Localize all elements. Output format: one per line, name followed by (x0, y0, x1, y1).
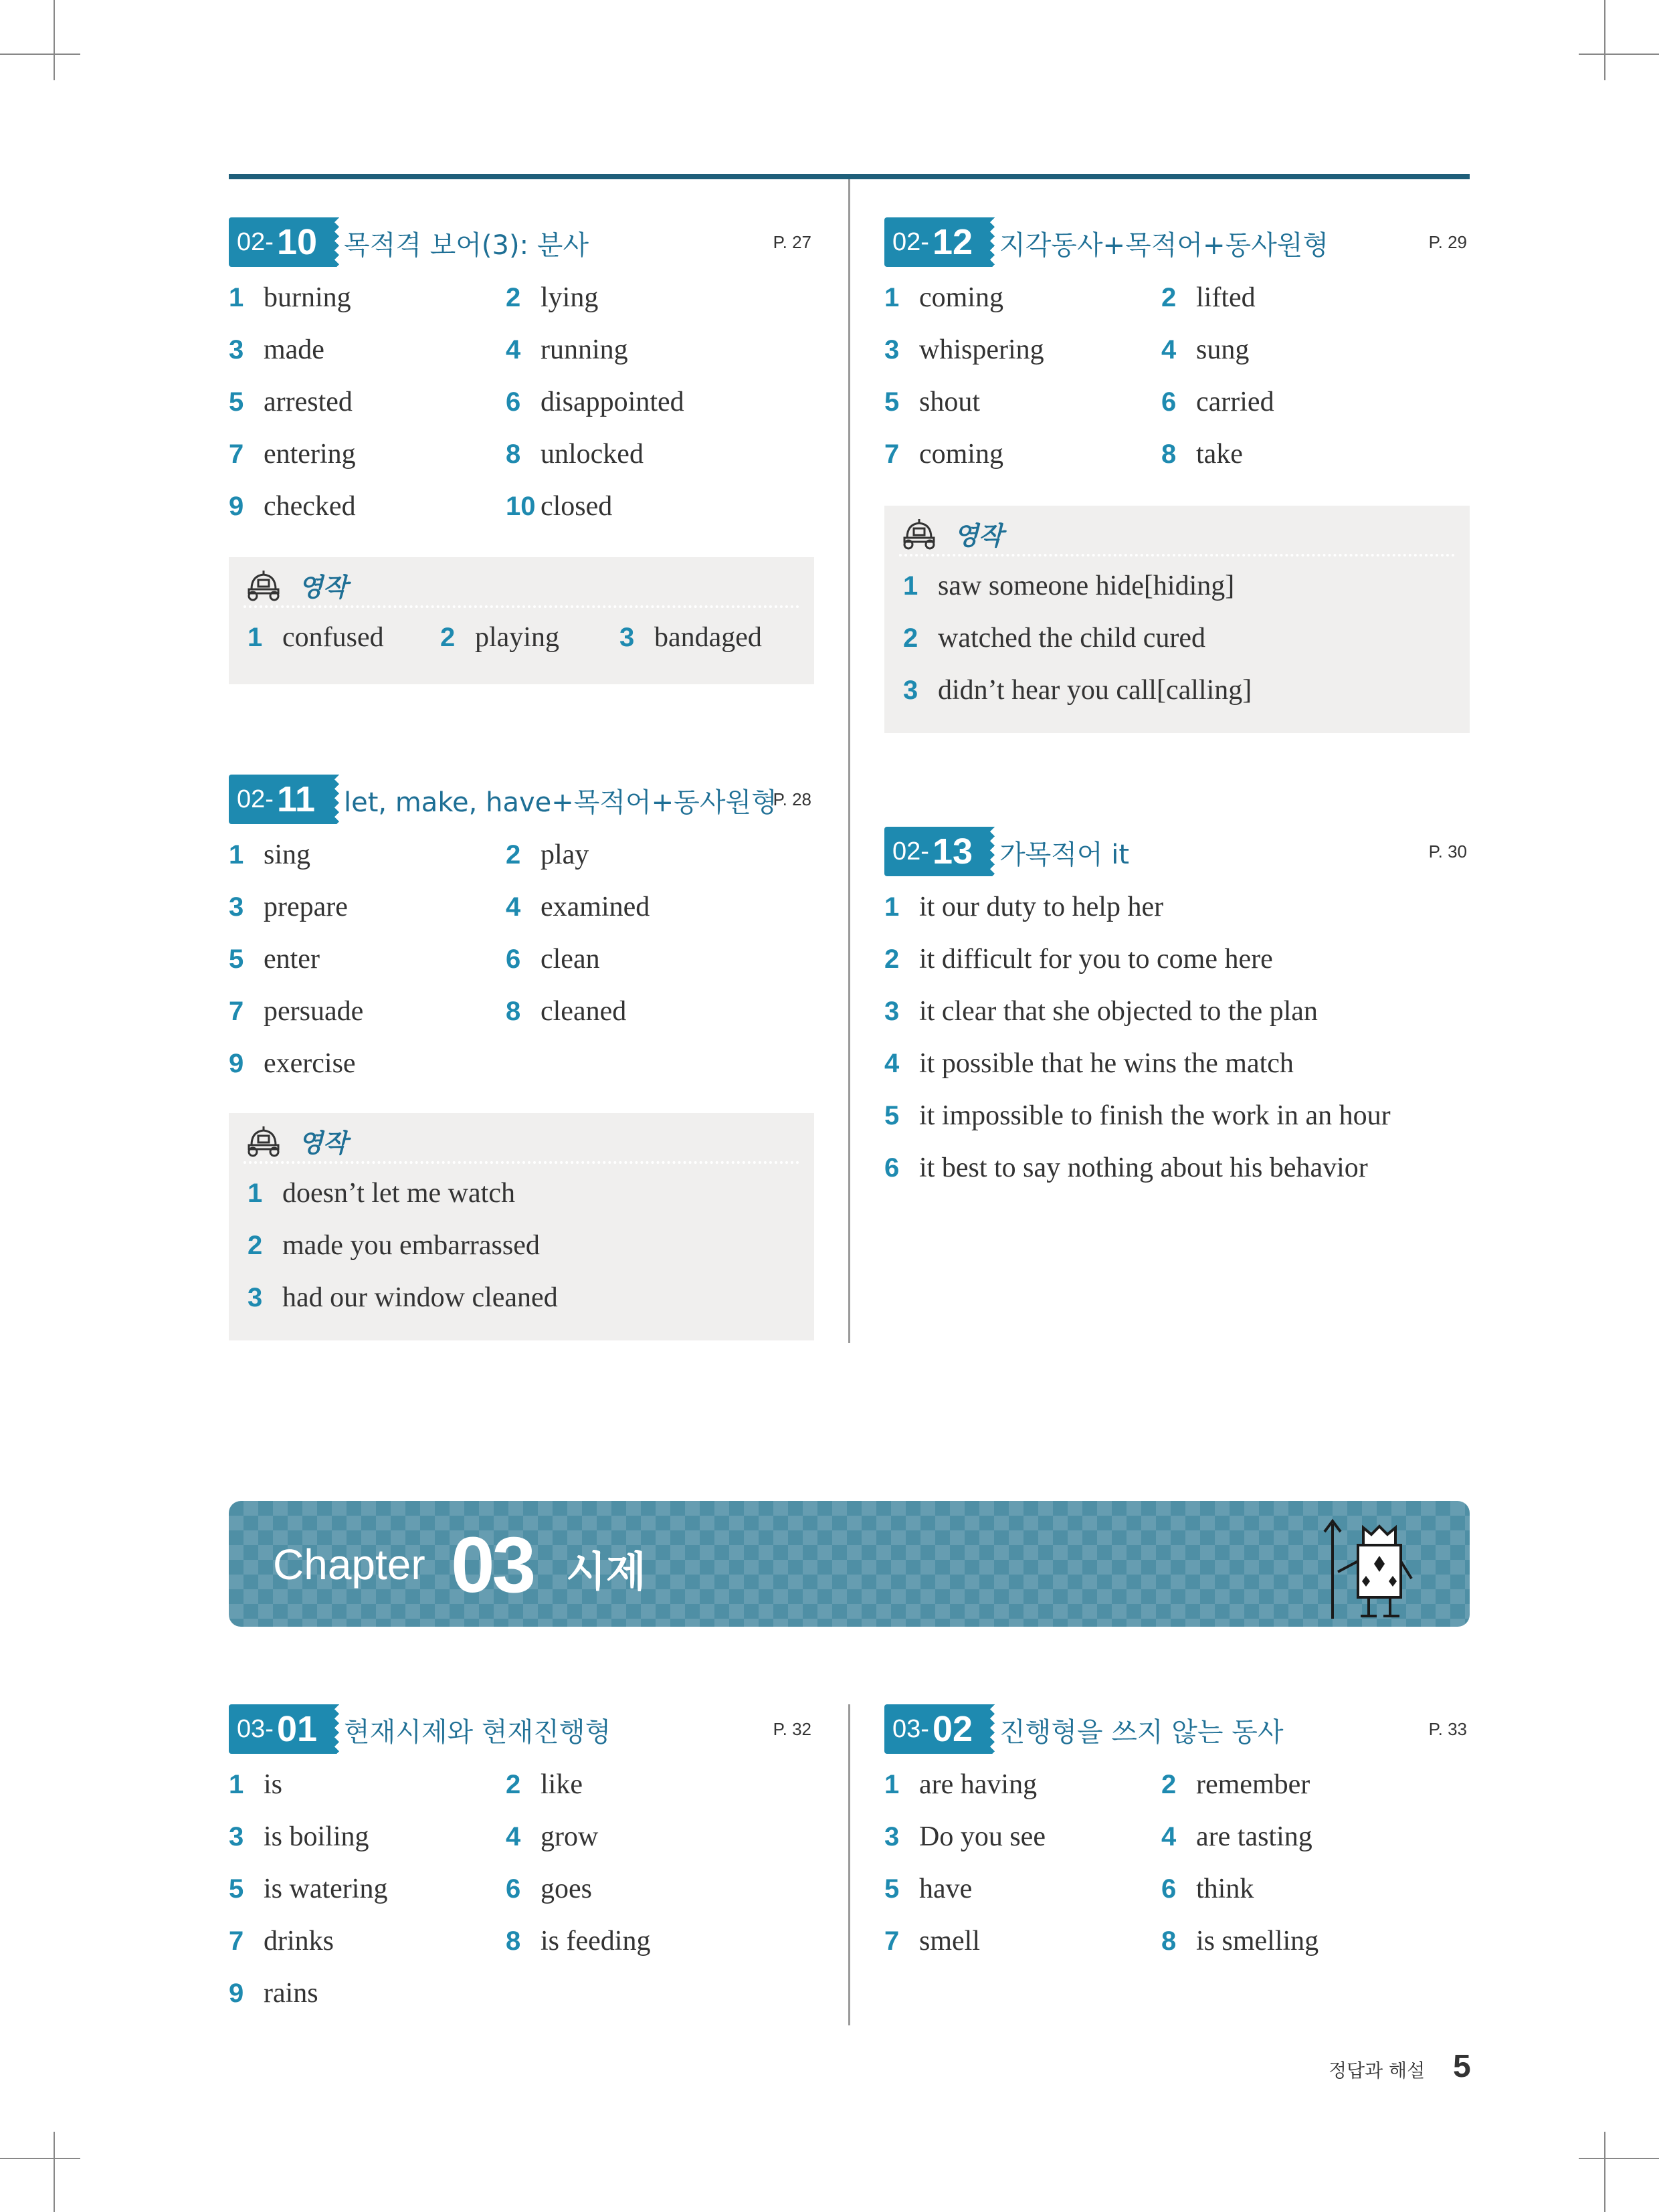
badge-prefix: 03- (892, 1715, 929, 1743)
answer-item (229, 490, 356, 530)
crop-mark (0, 54, 80, 55)
answer-list (884, 891, 1470, 1212)
answer-number: 4 (506, 892, 521, 922)
section-02-12 (884, 217, 1470, 706)
answer-number: 3 (903, 676, 918, 705)
chapter-number: 03 (451, 1521, 534, 1609)
answer-text: it clear that she objected to the plan (919, 996, 1318, 1027)
answer-item (506, 1769, 583, 1809)
page-reference: P. 27 (773, 232, 811, 252)
answer-number: 3 (248, 1283, 263, 1312)
section-badge (229, 1704, 334, 1754)
answer-item (506, 438, 644, 478)
answer-text: Do you see (919, 1821, 1046, 1852)
answer-item (1161, 1873, 1254, 1913)
composition-label: 영작 (954, 521, 1003, 550)
badge-notch (990, 827, 999, 876)
answer-text: play (541, 839, 589, 870)
answer-text: arrested (264, 387, 353, 417)
answer-text: is feeding (541, 1926, 651, 1956)
page-number: 5 (1453, 2049, 1471, 2084)
answer-item (884, 1769, 1037, 1809)
answer-text: clean (541, 944, 600, 975)
answer-number: 4 (1161, 1822, 1177, 1851)
answer-text: rains (264, 1978, 318, 2009)
answer-text: is watering (264, 1874, 388, 1904)
answer-number: 6 (506, 387, 521, 417)
answer-number: 5 (884, 387, 900, 417)
answer-number: 3 (884, 997, 900, 1026)
answer-item (506, 839, 589, 879)
answer-item (884, 1821, 1046, 1861)
answer-item (506, 334, 628, 374)
composition-item (903, 622, 1205, 662)
badge-prefix: 03- (237, 1715, 274, 1743)
answer-number: 9 (229, 492, 244, 521)
answer-number: 2 (248, 1231, 263, 1260)
crop-mark (0, 2158, 80, 2159)
answer-text: goes (541, 1874, 592, 1904)
composition-item (248, 1229, 540, 1270)
column-divider (848, 179, 850, 1343)
answer-item (506, 943, 600, 983)
column-divider (848, 1704, 850, 2025)
answer-text: checked (264, 491, 356, 522)
answer-item (229, 995, 363, 1035)
section-03-01 (229, 1704, 814, 2023)
badge-number: 02 (933, 1709, 973, 1749)
answer-text: exercise (264, 1048, 356, 1079)
composition-item (248, 621, 384, 662)
answer-number: 8 (1161, 1926, 1177, 1956)
answer-grid (229, 1769, 814, 2023)
composition-box (229, 557, 814, 684)
answer-number: 8 (506, 1926, 521, 1956)
badge-notch (990, 217, 999, 267)
badge-number: 11 (277, 779, 316, 819)
answer-text: playing (475, 622, 559, 653)
section-badge (229, 217, 334, 267)
answer-item (884, 1925, 980, 1965)
answer-number: 2 (506, 283, 521, 312)
composition-header (899, 514, 1455, 557)
answer-text: sing (264, 839, 311, 870)
answer-text: it difficult for you to come here (919, 944, 1273, 975)
answer-item (229, 282, 351, 322)
answer-text: bandaged (654, 622, 762, 653)
answer-item (229, 1769, 282, 1809)
answer-number: 1 (884, 892, 900, 922)
answer-text: is (264, 1769, 283, 1800)
answer-number: 6 (1161, 387, 1177, 417)
composition-box (229, 1113, 814, 1340)
answer-text: lying (541, 282, 599, 313)
chapter-banner (229, 1501, 1470, 1627)
answer-number: 6 (506, 944, 521, 974)
answer-number: 6 (1161, 1874, 1177, 1904)
answer-number: 5 (884, 1101, 900, 1130)
answer-item (1161, 334, 1249, 374)
answer-number: 3 (229, 892, 244, 922)
section-title: 진행형을 쓰지 않는 동사 (999, 1717, 1284, 1748)
answer-item (229, 1821, 369, 1861)
answer-number: 3 (884, 1822, 900, 1851)
answer-item (229, 1873, 387, 1913)
answer-text: prepare (264, 892, 348, 922)
composition-header (243, 565, 799, 608)
answer-item (506, 282, 598, 322)
chapter-title: 시제 (566, 1547, 646, 1596)
composition-item (619, 621, 762, 662)
answer-number: 5 (884, 1874, 900, 1904)
answer-number: 3 (884, 335, 900, 365)
answer-item (884, 1873, 972, 1913)
answer-number: 2 (440, 623, 456, 652)
badge-notch (990, 1704, 999, 1754)
crop-mark (1579, 2158, 1659, 2159)
answer-text: it best to say nothing about his behavior (919, 1152, 1368, 1183)
answer-item (884, 1100, 1391, 1140)
page-reference: P. 32 (773, 1719, 811, 1739)
answer-text: grow (541, 1821, 599, 1852)
answer-item (506, 1821, 598, 1861)
answer-item (506, 490, 612, 530)
section-header (884, 1704, 1470, 1754)
answer-number: 1 (248, 623, 263, 652)
answer-text: made (264, 334, 324, 365)
answer-item (884, 943, 1273, 983)
answer-grid (229, 839, 814, 1093)
answer-text: watched the child cured (938, 623, 1205, 653)
answer-text: carried (1196, 387, 1274, 417)
card-soldier-icon (1319, 1514, 1426, 1625)
answer-item (884, 891, 1163, 931)
crop-mark (54, 2132, 55, 2212)
answer-text: drinks (264, 1926, 334, 1956)
answer-text: saw someone hide[hiding] (938, 571, 1235, 601)
answer-text: closed (541, 491, 613, 522)
section-header (229, 1704, 814, 1754)
answer-text: examined (541, 892, 650, 922)
answer-number: 3 (229, 335, 244, 365)
answer-number: 4 (884, 1049, 900, 1078)
answer-number: 1 (903, 571, 918, 601)
composition-item (903, 570, 1234, 610)
answer-item (229, 1977, 318, 2017)
section-badge (229, 775, 334, 824)
answer-text: like (541, 1769, 583, 1800)
composition-item (440, 621, 559, 662)
badge-prefix: 02- (892, 228, 929, 256)
answer-text: smell (919, 1926, 980, 1956)
answer-text: whispering (919, 334, 1044, 365)
answer-text: didn’t hear you call[calling] (938, 675, 1252, 706)
section-02-13 (884, 827, 1470, 1212)
answer-item (884, 386, 980, 426)
answer-number: 4 (506, 335, 521, 365)
answer-item (884, 334, 1044, 374)
answer-item (506, 1873, 592, 1913)
answer-text: have (919, 1874, 973, 1904)
answer-text: burning (264, 282, 351, 313)
answer-text: it impossible to finish the work in an hour (919, 1100, 1391, 1131)
answer-number: 5 (229, 1874, 244, 1904)
crop-mark (1604, 2132, 1605, 2212)
answer-number: 8 (506, 997, 521, 1026)
answer-item (884, 438, 1003, 478)
section-header (884, 217, 1470, 267)
answer-text: think (1196, 1874, 1254, 1904)
answer-item (1161, 438, 1243, 478)
composition-item (903, 674, 1252, 714)
section-header (884, 827, 1470, 876)
answer-number: 4 (1161, 335, 1177, 365)
answer-number: 1 (229, 840, 244, 870)
footer-label: 정답과 해설 (1329, 2059, 1426, 2082)
answer-number: 6 (506, 1874, 521, 1904)
answer-text: coming (919, 282, 1003, 313)
answer-number: 1 (248, 1179, 263, 1208)
answer-number: 2 (884, 944, 900, 974)
answer-item (229, 891, 348, 931)
answer-text: lifted (1196, 282, 1256, 313)
answer-number: 3 (619, 623, 635, 652)
answer-item (229, 943, 320, 983)
answer-number: 7 (229, 1926, 244, 1956)
badge-number: 12 (933, 222, 973, 262)
answer-number: 1 (884, 283, 900, 312)
section-header (229, 775, 814, 824)
badge-prefix: 02- (237, 785, 274, 813)
answer-number: 10 (506, 492, 536, 521)
composition-item (248, 1282, 558, 1322)
answer-number: 9 (229, 1049, 244, 1078)
answer-item (506, 891, 650, 931)
composition-label: 영작 (298, 573, 348, 602)
answer-number: 1 (229, 283, 244, 312)
answer-item (884, 1047, 1294, 1088)
badge-notch (334, 775, 344, 824)
section-title: 목적격 보어(3): 분사 (344, 230, 589, 261)
answer-item (506, 1925, 650, 1965)
answer-text: is boiling (264, 1821, 369, 1852)
answer-text: it possible that he wins the match (919, 1048, 1294, 1079)
answer-text: are tasting (1196, 1821, 1312, 1852)
composition-header (243, 1121, 799, 1164)
carriage-icon (243, 1125, 284, 1161)
answer-text: persuade (264, 996, 364, 1027)
answer-item (1161, 1821, 1312, 1861)
answer-number: 1 (229, 1770, 244, 1799)
answer-item (1161, 1769, 1310, 1809)
answer-number: 3 (229, 1822, 244, 1851)
section-03-02 (884, 1704, 1470, 1969)
answer-item (229, 1047, 356, 1088)
answer-number: 9 (229, 1979, 244, 2008)
composition-item (248, 1177, 515, 1217)
answer-item (1161, 282, 1256, 322)
answer-item (506, 386, 684, 426)
answer-text: enter (264, 944, 320, 975)
answer-item (506, 995, 626, 1035)
page-reference: P. 30 (1428, 841, 1467, 862)
answer-number: 7 (229, 439, 244, 469)
answer-number: 1 (884, 1770, 900, 1799)
composition-label: 영작 (298, 1128, 348, 1158)
section-title: let, make, have+목적어+동사원형 (344, 787, 777, 818)
answer-item (884, 995, 1318, 1035)
page-reference: P. 33 (1428, 1719, 1467, 1739)
answer-text: shout (919, 387, 981, 417)
section-title: 현재시제와 현재진행형 (344, 1717, 611, 1748)
page-reference: P. 28 (773, 789, 811, 809)
crop-mark (54, 0, 55, 80)
answer-text: is smelling (1196, 1926, 1319, 1956)
answer-grid (884, 1769, 1470, 1969)
answer-number: 5 (229, 944, 244, 974)
answer-text: confused (282, 622, 384, 653)
page-reference: P. 29 (1428, 232, 1467, 252)
answer-item (1161, 1925, 1319, 1965)
composition-box (884, 506, 1470, 733)
answer-text: had our window cleaned (282, 1282, 558, 1313)
section-badge (884, 217, 990, 267)
answer-number: 2 (1161, 283, 1177, 312)
answer-number: 2 (903, 623, 918, 653)
crop-mark (1604, 0, 1605, 80)
section-02-10 (229, 217, 814, 653)
answer-text: take (1196, 439, 1243, 470)
answer-number: 7 (884, 439, 900, 469)
answer-text: remember (1196, 1769, 1310, 1800)
section-title: 가목적어 it (999, 839, 1130, 870)
answer-grid (884, 282, 1470, 482)
badge-prefix: 02- (237, 228, 274, 256)
answer-text: made you embarrassed (282, 1230, 540, 1261)
answer-text: it our duty to help her (919, 892, 1164, 922)
badge-notch (334, 1704, 344, 1754)
crop-mark (1579, 54, 1659, 55)
badge-number: 13 (933, 831, 973, 872)
section-header (229, 217, 814, 267)
answer-text: doesn’t let me watch (282, 1178, 515, 1209)
carriage-icon (899, 518, 939, 553)
section-title: 지각동사+목적어+동사원형 (999, 230, 1329, 261)
answer-text: unlocked (541, 439, 644, 470)
badge-number: 01 (277, 1709, 318, 1749)
answer-item (229, 438, 356, 478)
answer-number: 2 (506, 840, 521, 870)
answer-number: 7 (229, 997, 244, 1026)
answer-item (229, 839, 310, 879)
answer-number: 5 (229, 387, 244, 417)
section-02-11 (229, 775, 814, 1313)
answer-item (229, 1925, 334, 1965)
badge-prefix: 02- (892, 837, 929, 866)
top-rule (229, 174, 1470, 179)
answer-number: 8 (1161, 439, 1177, 469)
answer-grid (229, 282, 814, 549)
badge-notch (334, 217, 344, 267)
section-badge (884, 827, 990, 876)
answer-number: 2 (1161, 1770, 1177, 1799)
carriage-icon (243, 569, 284, 605)
answer-item (229, 334, 324, 374)
answer-text: coming (919, 439, 1003, 470)
answer-item (1161, 386, 1274, 426)
answer-number: 7 (884, 1926, 900, 1956)
answer-text: disappointed (541, 387, 684, 417)
answer-number: 6 (884, 1153, 900, 1183)
answer-text: running (541, 334, 628, 365)
badge-number: 10 (277, 222, 318, 262)
answer-number: 8 (506, 439, 521, 469)
answer-text: cleaned (541, 996, 627, 1027)
answer-item (884, 282, 1003, 322)
answer-text: sung (1196, 334, 1250, 365)
chapter-word: Chapter (273, 1540, 425, 1589)
answer-text: entering (264, 439, 356, 470)
section-badge (884, 1704, 990, 1754)
answer-number: 4 (506, 1822, 521, 1851)
answer-text: are having (919, 1769, 1038, 1800)
answer-number: 2 (506, 1770, 521, 1799)
answer-item (229, 386, 353, 426)
answer-item (884, 1152, 1368, 1192)
